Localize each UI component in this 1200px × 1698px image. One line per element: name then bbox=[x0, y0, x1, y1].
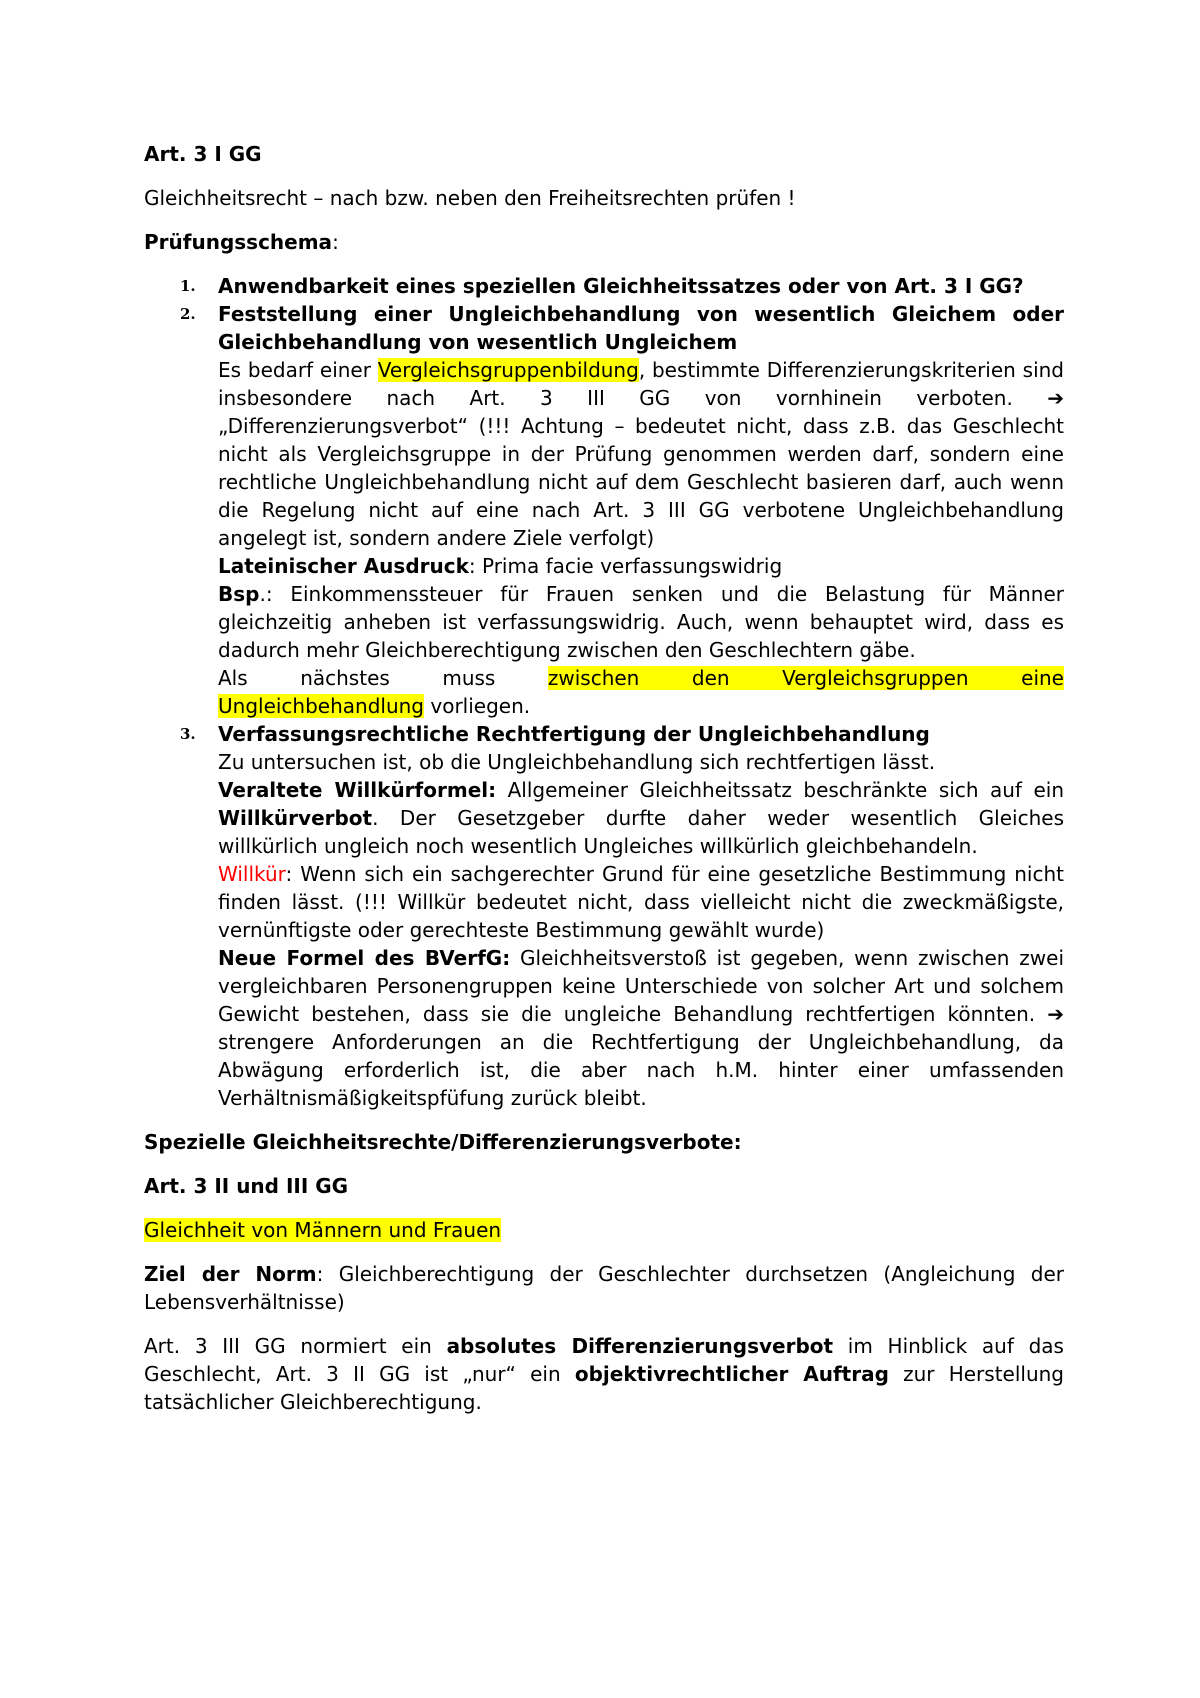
comparison-group-paragraph bbox=[218, 356, 1064, 552]
art3-heading: Art. 3 II und III GG bbox=[144, 1174, 349, 1198]
step-intro: Zu untersuchen ist, ob die Ungleichbehandlung sich rechtfertigen lässt. bbox=[218, 750, 936, 774]
schema-label: Prüfungsschema bbox=[144, 230, 333, 254]
page-title: Art. 3 I GG bbox=[144, 142, 262, 166]
text: zur Herstellung tatsächlicher Gleichberechtigung. bbox=[144, 1362, 1064, 1414]
schema-colon: : bbox=[332, 230, 339, 254]
latin-expression bbox=[218, 552, 1064, 580]
text: . Der Gesetzgeber durfte daher weder wesentlich Gleiches willkürlich ungleich noch wesentlich Ungleiches willkürlich gleichbehandeln. bbox=[218, 806, 1064, 858]
next-step-line-1 bbox=[218, 664, 1064, 692]
step-number: 2. bbox=[180, 305, 196, 323]
step-heading: Feststellung einer Ungleichbehandlung von wesentlich Gleichem oder Gleichbehandlung von wesentlich Ungleichem bbox=[218, 302, 1064, 354]
document-body bbox=[144, 140, 1064, 1416]
text: : Wenn sich ein sachgerechter Grund für eine gesetzliche Bestimmung nicht finden lässt. (!!! Willkür bedeutet nicht, dass vielleicht nicht die zweckmäßigste, vernünftigste oder gerechteste Bestimmung gewählt wurde) bbox=[218, 862, 1064, 942]
text: Art. 3 III GG normiert ein bbox=[144, 1334, 447, 1358]
goal-paragraph bbox=[144, 1260, 1064, 1316]
step-heading: Anwendbarkeit eines speziellen Gleichheitssatzes oder von Art. 3 I GG? bbox=[218, 274, 1024, 298]
special-rights-heading: Spezielle Gleichheitsrechte/Differenzierungsverbote: bbox=[144, 1130, 742, 1154]
old-formula-paragraph bbox=[218, 776, 1064, 860]
old-formula-label: Veraltete Willkürformel: bbox=[218, 778, 497, 802]
text: Allgemeiner Gleichheitssatz beschränkte sich auf ein bbox=[496, 778, 1065, 802]
text: .: Einkommenssteuer für Frauen senken und die Belastung für Männer gleichzeitig anheben ist verfassungswidrig. Auch, wenn behauptet wird, dass es dadurch mehr Gleichberechtigung zwischen den Geschlechtern gäbe. bbox=[218, 582, 1064, 662]
highlighted-text: Ungleichbehandlung bbox=[218, 694, 425, 718]
schema-steps bbox=[144, 272, 1064, 1112]
step-1 bbox=[144, 272, 1064, 300]
new-formula-paragraph bbox=[218, 944, 1064, 1112]
text: Gleichheitsverstoß ist gegeben, wenn zwischen zwei vergleichbaren Personengruppen keine Unterschiede von solcher Art und solchem Gewicht bestehen, dass sie die ungleiche Behandlung rechtfertigen könnten. bbox=[218, 946, 1064, 1026]
example-label: Bsp bbox=[218, 582, 260, 606]
text: Es bedarf einer bbox=[218, 358, 378, 382]
text: Als nächstes muss bbox=[218, 666, 548, 690]
arbitrariness-paragraph bbox=[218, 860, 1064, 944]
step-3 bbox=[144, 720, 1064, 1112]
step-number: 1. bbox=[180, 277, 196, 295]
bold-term: objektivrechtlicher Auftrag bbox=[574, 1362, 889, 1386]
text: „Differenzierungsverbot“ (!!! Achtung – bedeutet nicht, dass z.B. das Geschlecht nicht als Vergleichsgruppe in der Prüfung genommen werden darf, sondern eine rechtliche Ungleichbehandlung nicht auf dem Geschlecht basieren darf, auch wenn die Regelung nicht auf eine nach Art. 3 III GG verbotene Ungleichbehandlung angelegt ist, sondern andere Ziele verfolgt) bbox=[218, 414, 1064, 550]
text: : Gleichberechtigung der Geschlechter durchsetzen (Angleichung der Lebensverhältnisse) bbox=[144, 1262, 1064, 1314]
step-number: 3. bbox=[180, 725, 196, 743]
red-term: Willkür bbox=[218, 862, 286, 886]
highlighted-text: Gleichheit von Männern und Frauen bbox=[144, 1218, 502, 1242]
intro-text: Gleichheitsrecht – nach bzw. neben den Freiheitsrechten prüfen ! bbox=[144, 186, 796, 210]
arrow-icon: ➔ bbox=[1047, 386, 1064, 410]
goal-label: Ziel der Norm bbox=[144, 1262, 317, 1286]
step-heading: Verfassungsrechtliche Rechtfertigung der Ungleichbehandlung bbox=[218, 722, 930, 746]
final-paragraph bbox=[144, 1332, 1064, 1416]
text: : Prima facie verfassungswidrig bbox=[468, 554, 783, 578]
bold-term: Willkürverbot bbox=[218, 806, 373, 830]
bold-term: absolutes Differenzierungsverbot bbox=[446, 1334, 834, 1358]
text: , bestimmte Differenzierungskriterien sind insbesondere nach Art. 3 III GG von vornhinein verboten. bbox=[218, 358, 1064, 410]
text: strengere Anforderungen an die Rechtfertigung der Ungleichbehandlung, da Abwägung erforderlich ist, die aber nach h.M. hinter einer umfassenden Verhältnismäßigkeitspfüfung zurück bleibt. bbox=[218, 1030, 1064, 1110]
step-2 bbox=[144, 300, 1064, 720]
latin-label: Lateinischer Ausdruck bbox=[218, 554, 469, 578]
highlighted-text: zwischen den Vergleichsgruppen eine bbox=[547, 666, 1064, 690]
equality-heading bbox=[144, 1216, 1064, 1244]
example-paragraph bbox=[218, 580, 1064, 664]
highlighted-text: Vergleichsgruppenbildung bbox=[377, 358, 639, 382]
arrow-icon: ➔ bbox=[1047, 1002, 1064, 1026]
schema-heading bbox=[144, 228, 1064, 256]
text: im Hinblick auf das Geschlecht, Art. 3 II GG ist „nur“ ein bbox=[144, 1334, 1064, 1386]
next-step-line-2 bbox=[218, 692, 1064, 720]
new-formula-label: Neue Formel des BVerfG: bbox=[218, 946, 511, 970]
text: vorliegen. bbox=[424, 694, 531, 718]
